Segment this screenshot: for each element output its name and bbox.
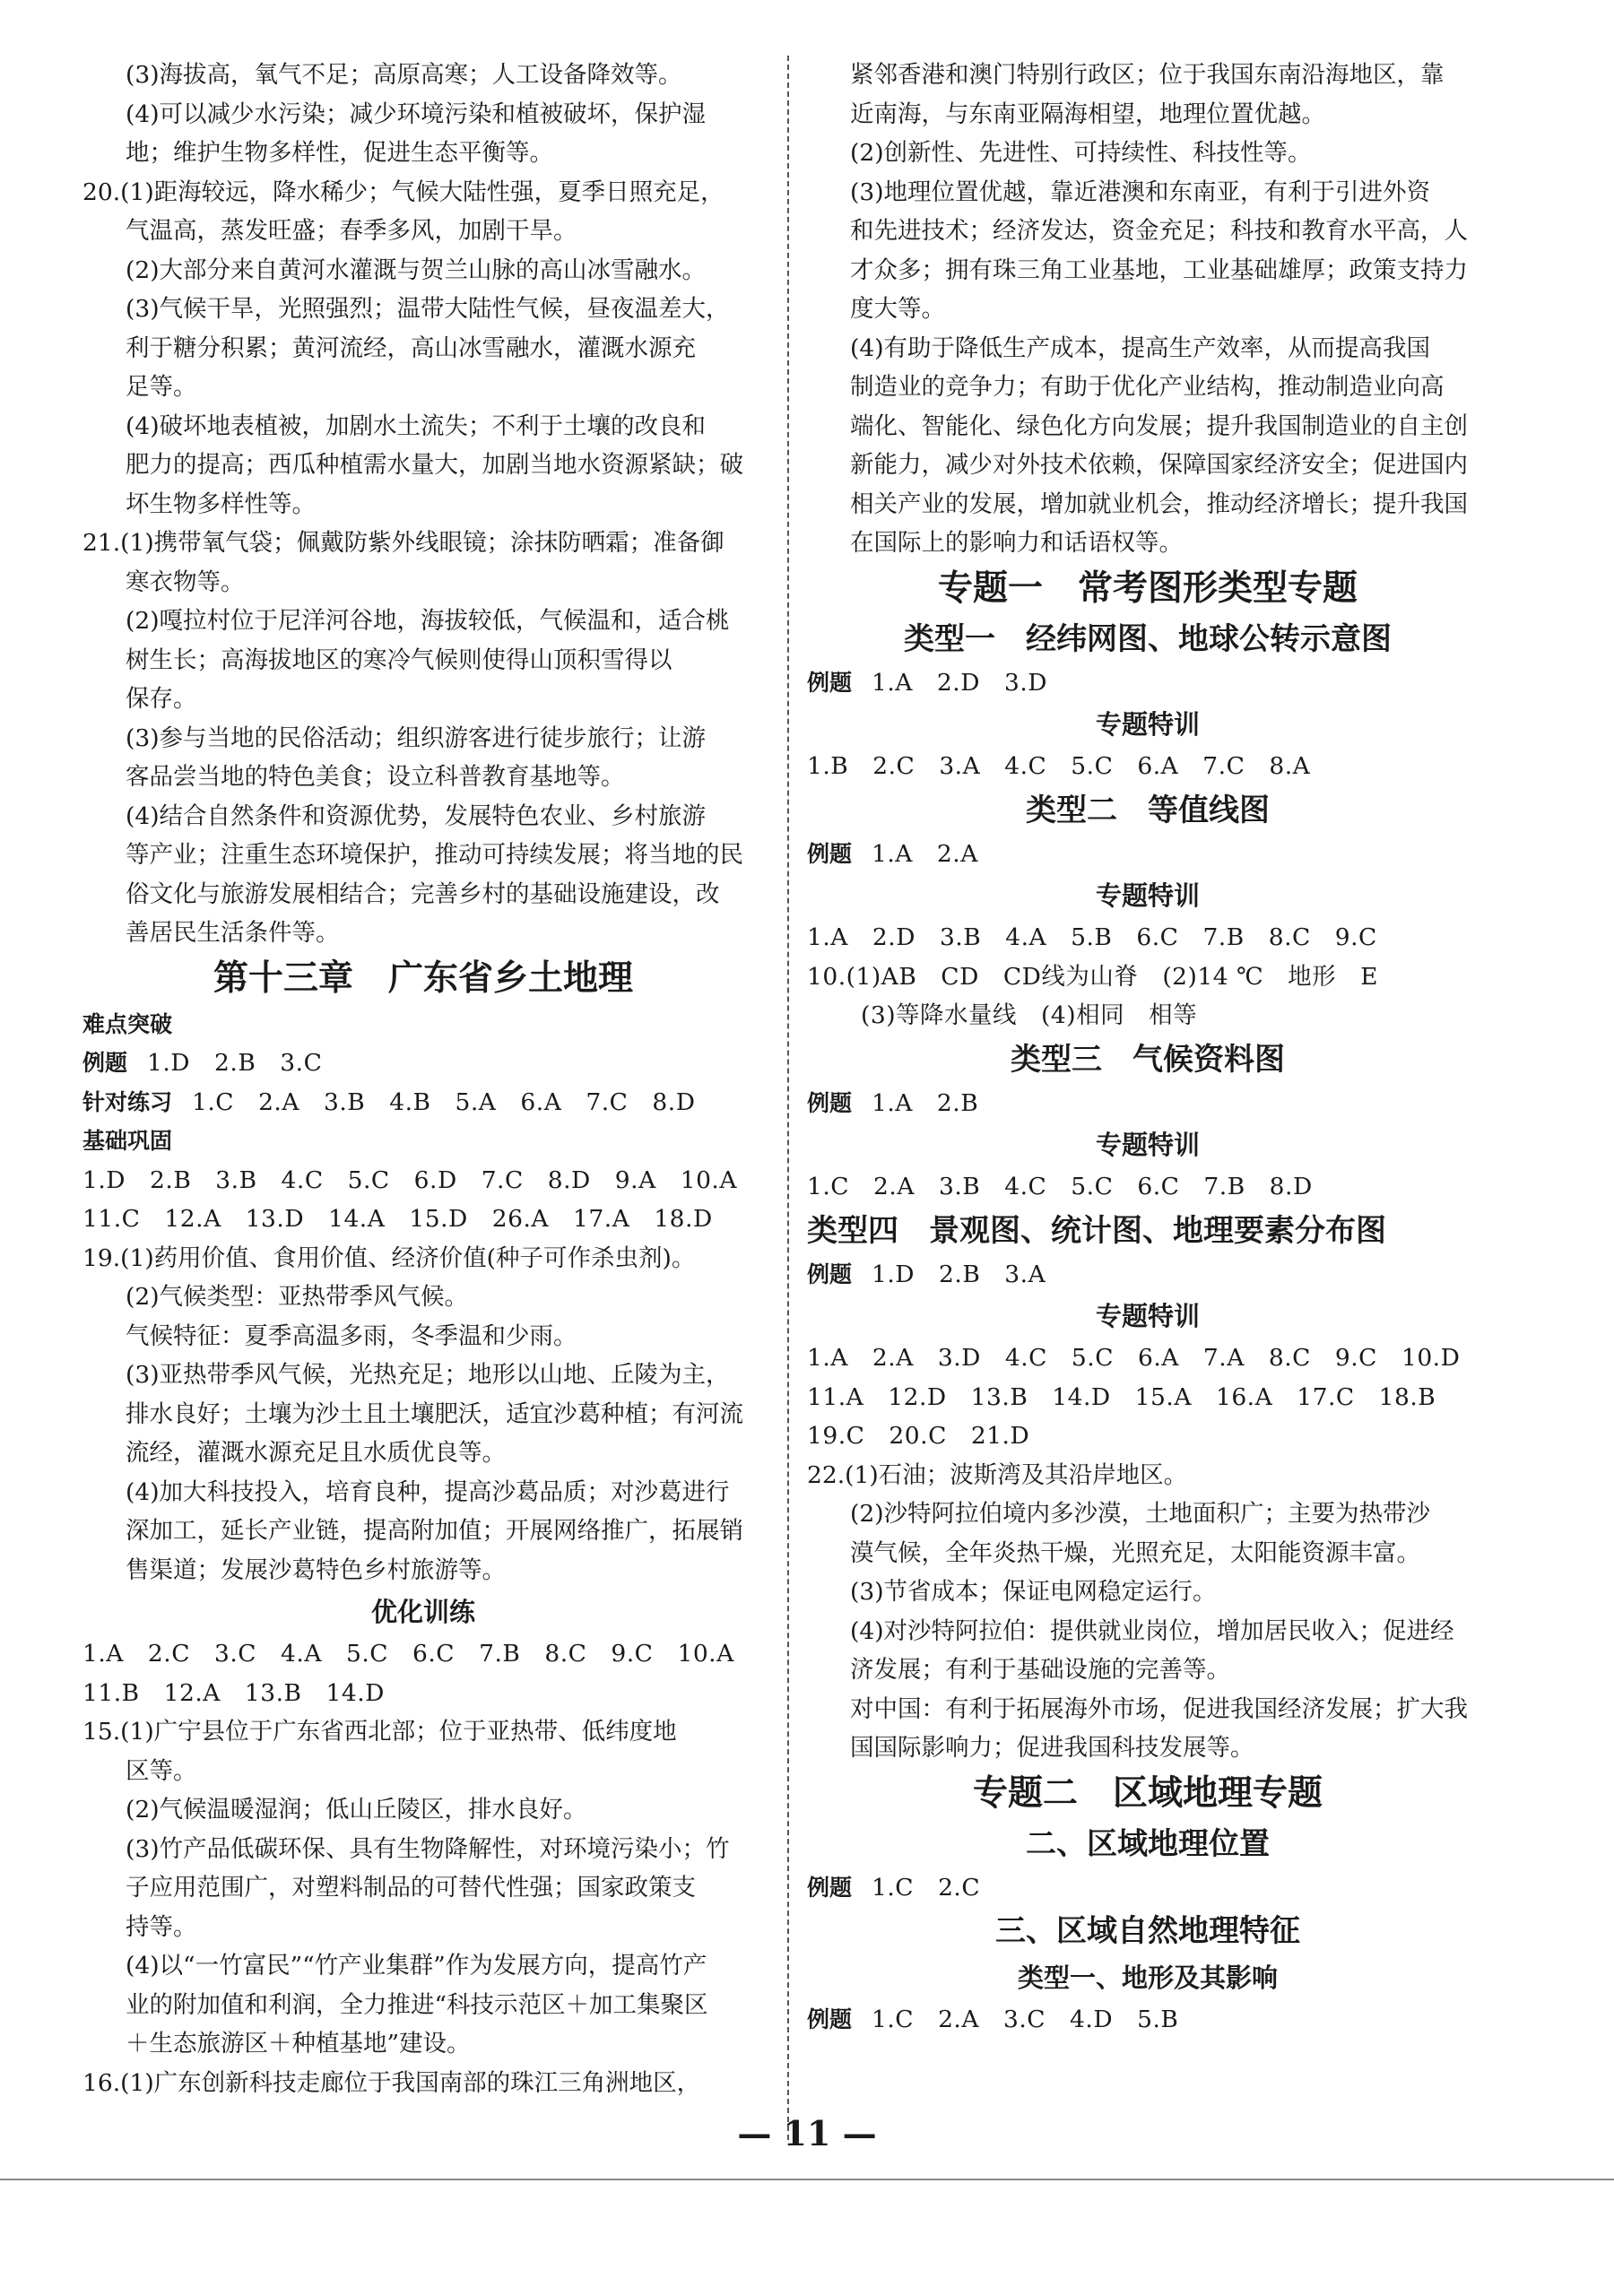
text-line: 客品尝当地的特色美食；设立科普教育基地等。 <box>126 763 625 791</box>
answer-row <box>807 1255 1488 1295</box>
row-label: 例题 <box>807 1089 853 1116</box>
text-line: ＋生态旅游区＋种植基地”建设。 <box>126 2030 471 2058</box>
text-line: 排水良好；土壤为沙土且土壤肥沃，适宜沙葛种植；有河流 <box>126 1399 743 1428</box>
answer-row <box>82 1083 764 1122</box>
answer-values: 1.A 2.A <box>872 839 978 868</box>
answer-row <box>807 835 1488 874</box>
text-line: 才众多；拥有珠三角工业基地，工业基础雄厚；政策支持力 <box>850 256 1468 284</box>
text-line: 流经，灌溉水源充足且水质优良等。 <box>126 1439 506 1467</box>
answer-values: 1.A 2.B <box>872 1088 979 1117</box>
answer-values: 10.(1)AB CD CD线为山脊 (2)14 ℃ 地形 E <box>807 962 1379 991</box>
type-title: 类型一 经纬网图、地球公转示意图 <box>904 620 1392 657</box>
text-line: 树生长；高海拔地区的寒冷气候则使得山顶积雪得以 <box>126 645 672 674</box>
section-label: 难点突破 <box>82 1010 173 1037</box>
text-line: (3)节省成本；保证电网稳定运行。 <box>850 1578 1217 1606</box>
answer-values: 1.A 2.D 3.D <box>872 668 1047 697</box>
text-line: 善居民生活条件等。 <box>126 919 340 947</box>
subsection-title: 专题特训 <box>1095 1130 1200 1160</box>
text-line: (2)大部分来自黄河水灌溉与贺兰山脉的高山冰雪融水。 <box>126 256 707 284</box>
row-label: 例题 <box>807 1874 853 1901</box>
text-line: 寒衣物等。 <box>126 568 245 596</box>
answer-values: 11.C 12.A 13.D 14.A 15.D 26.A 17.A 18.D <box>82 1205 713 1233</box>
text-line: (3)亚热带季风气候，光热充足；地形以山地、丘陵为主， <box>126 1361 730 1389</box>
question-15: 15.(1)广宁县位于广东省西北部；位于亚热带、低纬度地 <box>82 1718 677 1746</box>
answer-row <box>807 2000 1488 2040</box>
chapter-title: 第十三章 广东省乡土地理 <box>213 957 633 999</box>
column-divider <box>787 56 789 2140</box>
text-line: (4)加大科技投入，培育良种，提高沙葛品质；对沙葛进行 <box>126 1477 730 1506</box>
text-line: (4)以“一竹富民”“竹产业集群”作为发展方向，提高竹产 <box>126 1952 707 1980</box>
text-line: 区等。 <box>126 1756 197 1785</box>
section-title: 三、区域自然地理特征 <box>995 1913 1300 1949</box>
section-title: 二、区域地理位置 <box>1026 1825 1270 1862</box>
type-title: 类型四 景观图、统计图、地理要素分布图 <box>807 1212 1386 1249</box>
type-title: 类型二 等值线图 <box>1026 792 1270 828</box>
text-line: (4)可以减少水污染；减少环境污染和植被破坏，保护湿 <box>126 100 707 128</box>
text-line: 气候特征：夏季高温多雨，冬季温和少雨。 <box>126 1321 577 1350</box>
section-label: 基础巩固 <box>82 1128 173 1154</box>
text-line: (2)沙特阿拉伯境内多沙漠，土地面积广；主要为热带沙 <box>850 1500 1431 1528</box>
text-line: (4)对沙特阿拉伯：提供就业岗位，增加居民收入；促进经 <box>850 1616 1454 1645</box>
text-line: 利于糖分积累；黄河流经，高山冰雪融水，灌溉水源充 <box>126 334 696 362</box>
answer-values: 1.A 2.A 3.D 4.C 5.C 6.A 7.A 8.C 9.C 10.D <box>807 1344 1461 1372</box>
answer-row <box>82 1044 764 1083</box>
text-line: 近南海，与东南亚隔海相望，地理位置优越。 <box>850 100 1325 128</box>
text-line: (4)破坏地表植被，加剧水土流失；不利于土壤的改良和 <box>126 412 707 440</box>
page-number: — 11 — <box>737 2113 877 2153</box>
bottom-rule <box>0 2179 1614 2180</box>
answer-values: 1.A 2.C 3.C 4.A 5.C 6.C 7.B 8.C 9.C 10.A <box>82 1640 734 1668</box>
answer-values: 19.C 20.C 21.D <box>807 1422 1030 1450</box>
text-line: 坏生物多样性等。 <box>126 490 316 518</box>
subsection-title: 专题特训 <box>1095 1301 1200 1331</box>
question-20: 20.(1)距海较远，降水稀少；气候大陆性强，夏季日照充足， <box>82 178 725 206</box>
text-line: 漠气候，全年炎热干燥，光照充足，太阳能资源丰富。 <box>850 1538 1420 1567</box>
text-line: (2)创新性、先进性、可持续性、科技性等。 <box>850 139 1312 167</box>
text-line: 子应用范围广，对塑料制品的可替代性强；国家政策支 <box>126 1874 696 1902</box>
text-line: 地；维护生物多样性，促进生态平衡等。 <box>126 139 553 167</box>
text-line: 足等。 <box>126 373 197 401</box>
text-line: (4)结合自然条件和资源优势，发展特色农业、乡村旅游 <box>126 801 707 830</box>
text-line: 相关产业的发展，增加就业机会，推动经济增长；提升我国 <box>850 490 1468 518</box>
text-line: 新能力，减少对外技术依赖，保障国家经济安全；促进国内 <box>850 451 1468 479</box>
answer-values: 11.B 12.A 13.B 14.D <box>82 1678 385 1707</box>
row-label: 例题 <box>807 669 853 696</box>
answer-values: 11.A 12.D 13.B 14.D 15.A 16.A 17.C 18.B <box>807 1382 1436 1411</box>
answer-values: 1.C 2.A 3.B 4.B 5.A 6.A 7.C 8.D <box>192 1087 696 1116</box>
row-label: 针对练习 <box>82 1088 173 1115</box>
text-line: (3)地理位置优越，靠近港澳和东南亚，有利于引进外资 <box>850 178 1431 206</box>
text-line: 保存。 <box>126 685 197 713</box>
text-line: 肥力的提高；西瓜种植需水量大，加剧当地水资源紧缺；破 <box>126 451 743 479</box>
answer-values: 1.D 2.B 3.B 4.C 5.C 6.D 7.C 8.D 9.A 10.A <box>82 1165 737 1194</box>
topic-title: 专题二 区域地理专题 <box>972 1772 1323 1814</box>
text-line: (2)气候类型：亚热带季风气候。 <box>126 1283 469 1311</box>
text-line: (3)海拔高，氧气不足；高原高寒；人工设备降效等。 <box>126 61 682 89</box>
answer-row <box>807 663 1488 703</box>
answer-values: 1.C 2.C <box>872 1873 981 1902</box>
subsection-title: 类型一、地形及其影响 <box>1017 1962 1278 1993</box>
row-label: 例题 <box>807 2006 853 2032</box>
text-line: 业的附加值和利润，全力推进“科技示范区＋加工集聚区 <box>126 1990 708 2019</box>
subsection-title: 专题特训 <box>1095 709 1200 740</box>
row-label: 例题 <box>807 1261 853 1287</box>
answer-row <box>807 1868 1488 1908</box>
text-line: 制造业的竞争力；有助于优化产业结构，推动制造业向高 <box>850 373 1445 401</box>
question-16: 16.(1)广东创新科技走廊位于我国南部的珠江三角洲地区， <box>82 2068 701 2097</box>
text-line: 对中国：有利于拓展海外市场，促进我国经济发展；扩大我 <box>850 1694 1468 1723</box>
answer-row <box>807 1084 1488 1123</box>
question-19: 19.(1)药用价值、食用价值、经济价值(种子可作杀虫剂)。 <box>82 1243 696 1272</box>
answer-values: 1.A 2.D 3.B 4.A 5.B 6.C 7.B 8.C 9.C <box>807 923 1377 951</box>
text-line: (3)竹产品低碳环保、具有生物降解性，对环境污染小；竹 <box>126 1834 730 1863</box>
text-line: 国国际影响力；促进我国科技发展等。 <box>850 1734 1254 1762</box>
text-line: 气温高，蒸发旺盛；春季多风，加剧干旱。 <box>126 217 577 245</box>
text-line: 售渠道；发展沙葛特色乡村旅游等。 <box>126 1555 506 1584</box>
text-line: 深加工，延长产业链，提高附加值；开展网络推广，拓展销 <box>126 1517 743 1545</box>
text-line: 在国际上的影响力和话语权等。 <box>850 529 1183 557</box>
text-line: 持等。 <box>126 1912 197 1941</box>
topic-title: 专题一 常考图形类型专题 <box>937 568 1358 609</box>
left-column <box>82 56 764 2102</box>
subsection-title: 专题特训 <box>1095 880 1200 911</box>
right-column <box>807 56 1488 2040</box>
answer-values: 1.C 2.A 3.B 4.C 5.C 6.C 7.B 8.D <box>807 1173 1313 1200</box>
text-line: 紧邻香港和澳门特别行政区；位于我国东南沿海地区，靠 <box>850 61 1445 89</box>
row-label: 例题 <box>807 840 853 867</box>
subsection-title: 优化训练 <box>370 1597 475 1627</box>
text-line: (4)有助于降低生产成本，提高生产效率，从而提高我国 <box>850 334 1431 362</box>
text-line: (3)参与当地的民俗活动；组织游客进行徒步旅行；让游 <box>126 723 707 752</box>
text-line: 和先进技术；经济发达，资金充足；科技和教育水平高，人 <box>850 217 1468 245</box>
text-line: (2)嘎拉村位于尼洋河谷地，海拔较低，气候温和，适合桃 <box>126 607 730 635</box>
answer-values: 1.B 2.C 3.A 4.C 5.C 6.A 7.C 8.A <box>807 752 1311 780</box>
text-line: 端化、智能化、绿色化方向发展；提升我国制造业的自主创 <box>850 412 1468 440</box>
answer-values: 1.D 2.B 3.A <box>872 1260 1046 1288</box>
text-line: 等产业；注重生态环境保护，推动可持续发展；将当地的民 <box>126 841 743 869</box>
answer-values: 1.D 2.B 3.C <box>147 1049 323 1077</box>
text-line: (2)气候温暖湿润；低山丘陵区，排水良好。 <box>126 1796 587 1824</box>
text-line: 济发展；有利于基础设施的完善等。 <box>850 1656 1230 1684</box>
question-22: 22.(1)石油；波斯湾及其沿岸地区。 <box>807 1460 1188 1489</box>
question-21: 21.(1)携带氧气袋；佩戴防紫外线眼镜；涂抹防晒霜；准备御 <box>82 529 725 557</box>
answer-values: (3)等降水量线 (4)相同 相等 <box>861 1001 1198 1029</box>
type-title: 类型三 气候资料图 <box>1011 1041 1285 1078</box>
text-line: 度大等。 <box>850 295 945 323</box>
text-line: (3)气候干旱，光照强烈；温带大陆性气候，昼夜温差大， <box>126 295 730 323</box>
answer-values: 1.C 2.A 3.C 4.D 5.B <box>872 2006 1179 2033</box>
text-line: 俗文化与旅游发展相结合；完善乡村的基础设施建设，改 <box>126 879 720 908</box>
row-label: 例题 <box>82 1050 128 1076</box>
